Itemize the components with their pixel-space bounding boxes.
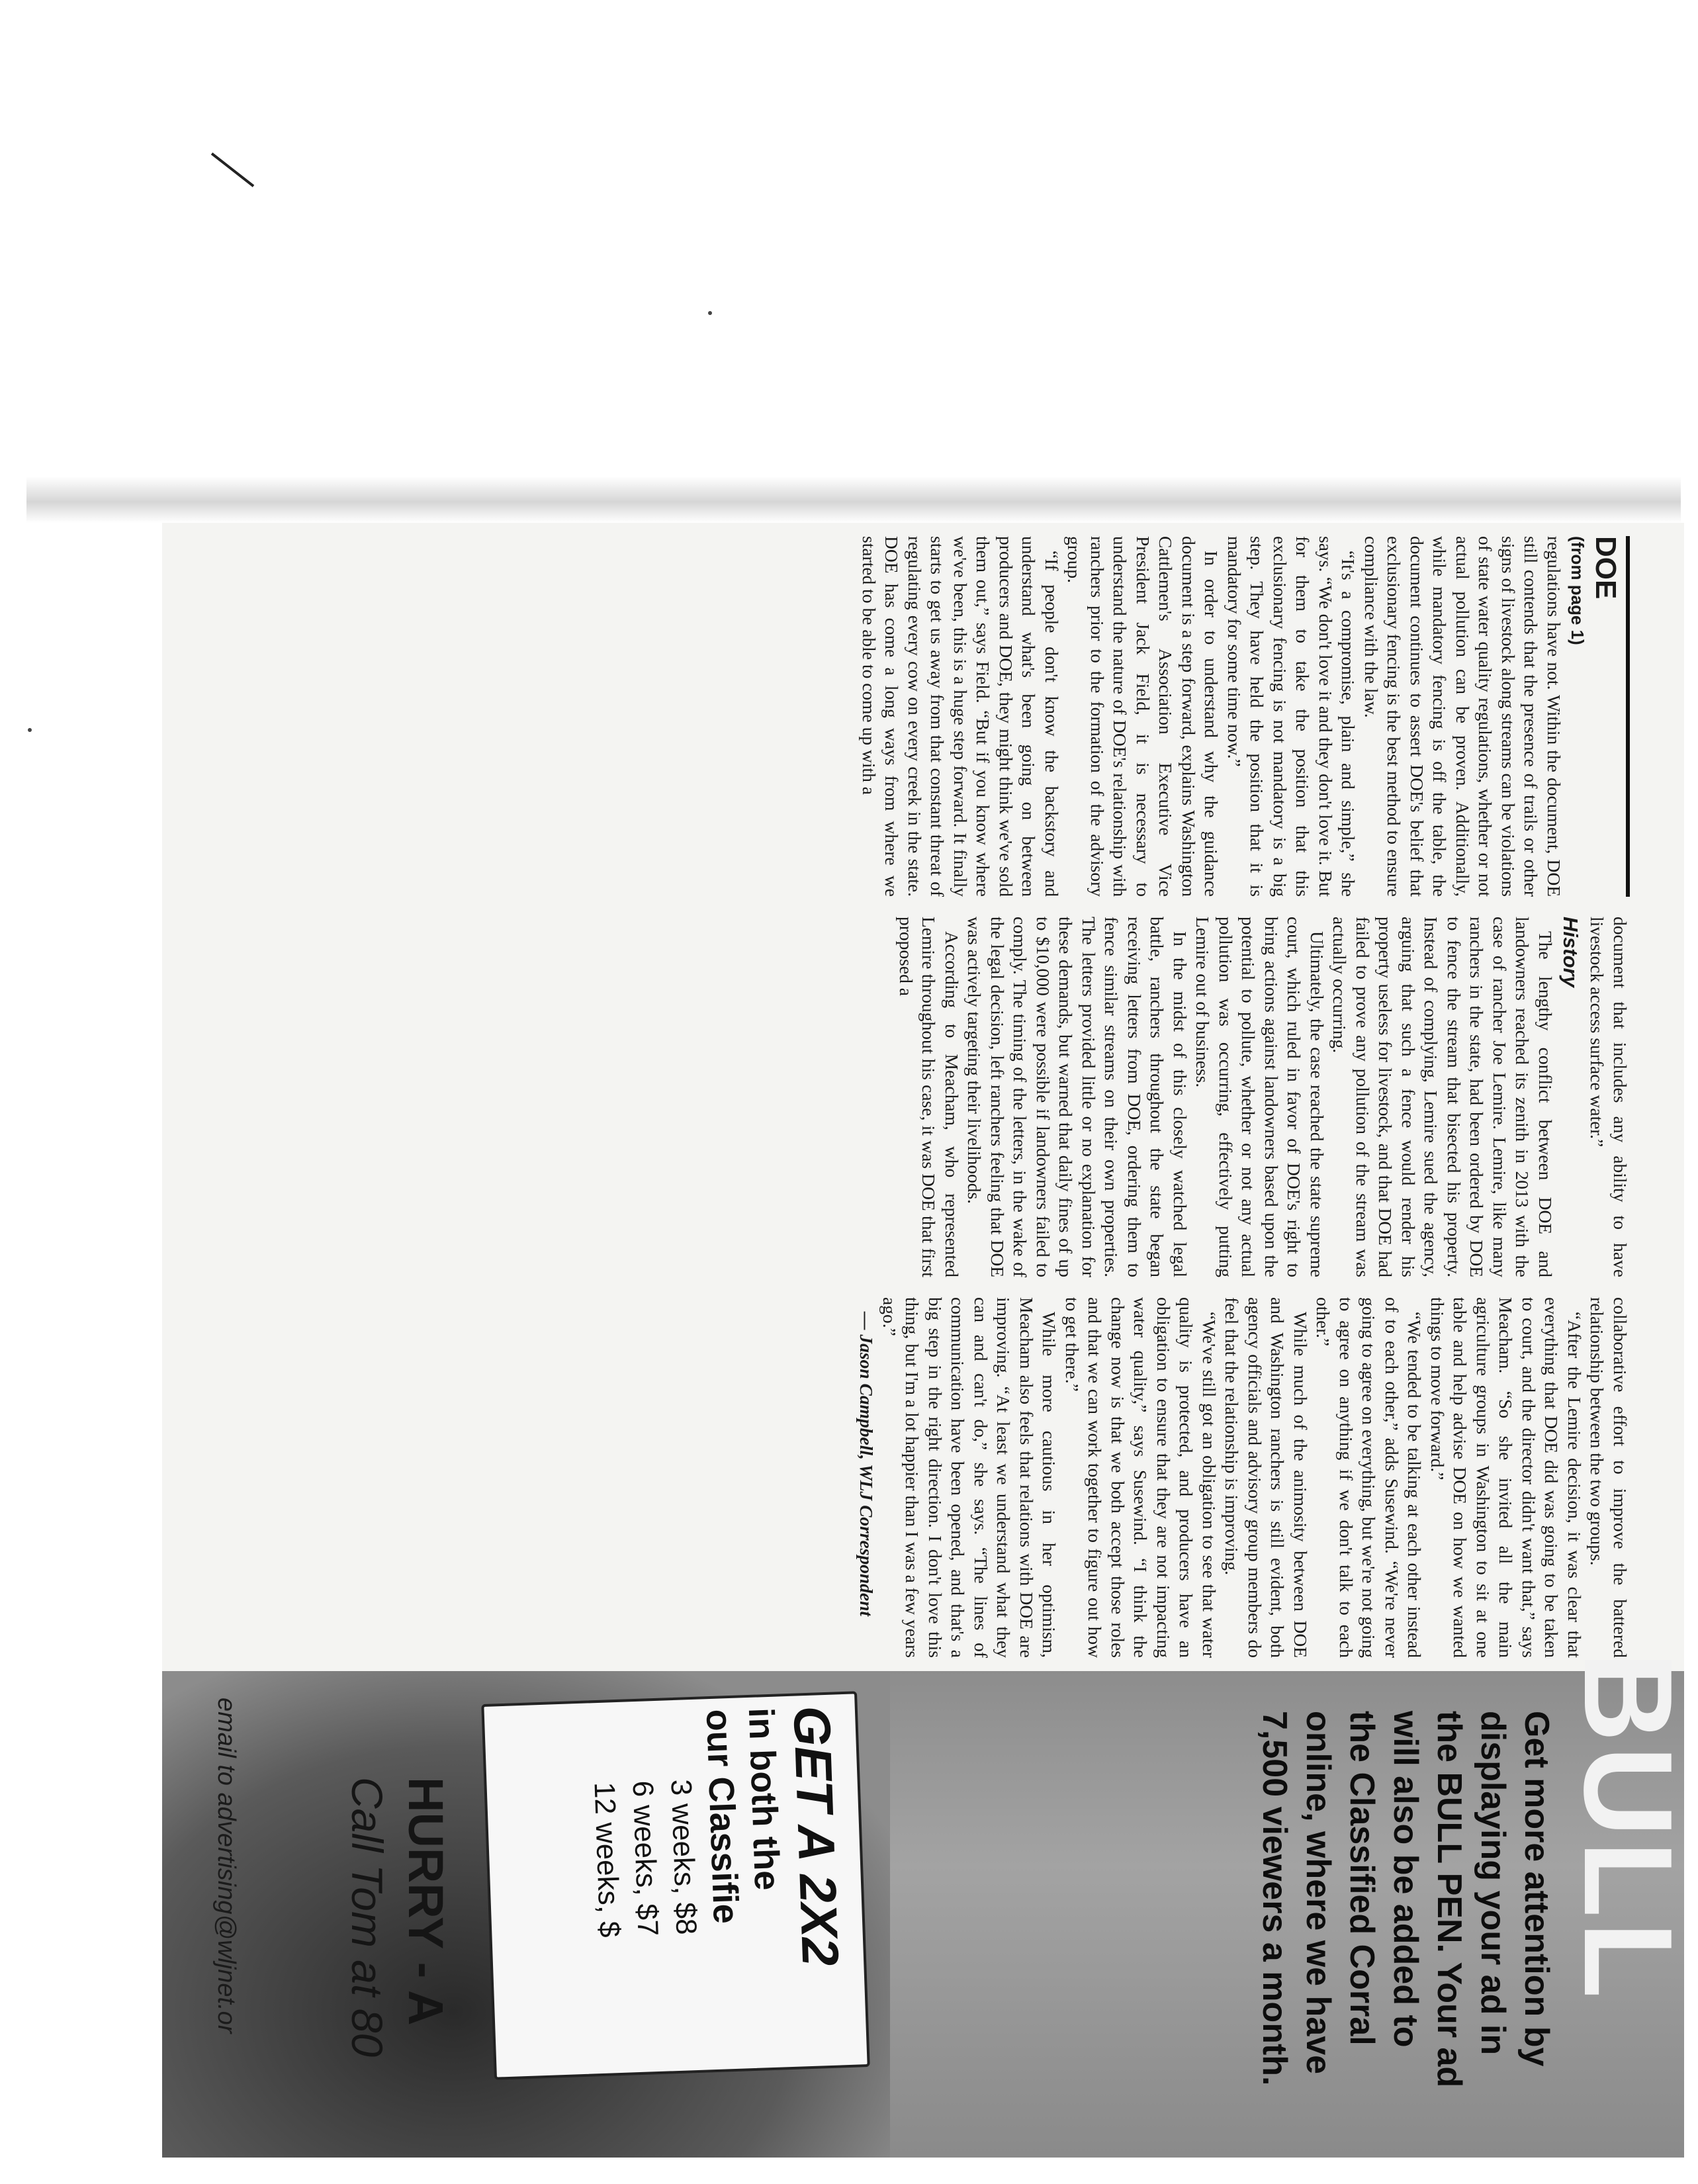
paragraph: collaborative effort to improve the battered relationship between the two groups. bbox=[1587, 1297, 1631, 1658]
offer-line: in both the bbox=[740, 1707, 787, 1891]
paragraph: “We tended to be talking at each other instead of to each other,” adds Susewind. “We're never going to agree on everything, but we're not going to agree on anything if we don't talk to each other.” bbox=[1313, 1297, 1425, 1658]
ad-offer-box bbox=[481, 1691, 870, 2079]
offer-line: our Classifie bbox=[698, 1708, 746, 1925]
article-continued-from: (from page 1) bbox=[1568, 536, 1587, 645]
article-byline: — Jason Campbell, WLJ Correspondent bbox=[856, 1312, 877, 1617]
paragraph: While more cautious in her optimism, Meacham also feels that relations with DOE are improving. “At least we understand what they can and can't do,” she says. “The lines of communication have been opened, and that's a big step in the right direction. I don't love this thing, but I'm a lot happier than I was a few years ago.” bbox=[879, 1297, 1060, 1658]
article-column-3 bbox=[175, 1297, 1631, 1658]
paragraph: Ultimately, the case reached the state supreme court, which ruled in favor of DOE's right to bring actions against landowners based upon the potential to pollute, whether or not any actual pollution was occurring, effectively putting Lemire out of business. bbox=[1192, 917, 1327, 1277]
paragraph: While much of the animosity between DOE and Washington ranchers is still evident, both agency officials and advisory group members do feel that the relationship is improving. bbox=[1222, 1297, 1311, 1658]
offer-price: 6 weeks, $7 bbox=[626, 1780, 664, 1937]
paragraph: document that includes any ability to have livestock access surface water.” bbox=[1587, 917, 1631, 1277]
paragraph: “If people don't know the backstory and understand what's been going on between producers and DOE, they might think we've sold them out,” says Field. “But if you know where we've been, this is a huge step forward. It finally starts to get us away from that constant threat of regulating every cow on every creek in the state. DOE has come a long ways from where we started to be able to come up with a bbox=[859, 536, 1062, 897]
offer-price: 3 weeks, $8 bbox=[664, 1778, 703, 1936]
ad-body-text: Get more attention by displaying your ad in the BULL PEN. Your ad will also be added to the Classified Corral online, where we have 7,500 viewers a month. bbox=[1255, 1711, 1556, 2088]
paragraph: In the midst of this closely watched legal battle, ranchers throughout the state began receiving letters from DOE, ordering them to fence similar streams on their own properties. The letters provided little or no explanation for these demands, but warned that daily fines of up to $10,000 were possible if landowners failed to comply. The timing of the letters, in the wake of the legal decision, left ranchers feeling that DOE was actively targeting their livelihoods. bbox=[964, 917, 1190, 1277]
offer-price: 12 weeks, $ bbox=[588, 1781, 626, 1938]
article-doe bbox=[175, 536, 1631, 1661]
ad-call-text: Call Tom at 80 bbox=[343, 1777, 392, 2058]
kicker-rule bbox=[1626, 536, 1630, 897]
scan-speck bbox=[708, 311, 712, 315]
paragraph: According to Meacham, who represented Lemire throughout his case, it was DOE that first proposed a bbox=[896, 917, 962, 1277]
paragraph: “After the Lemire decision, it was clear that everything that DOE did was going to be taken to court, and the director didn't want that,” says Meacham. “So she invited all the main agriculture groups in Washington to sit at one table and help advise DOE on how we wanted things to move forward.” bbox=[1427, 1297, 1585, 1658]
article-column-2 bbox=[175, 917, 1631, 1277]
scan-pen-mark bbox=[211, 152, 255, 187]
bull-pen-advertisement bbox=[162, 1651, 1698, 2158]
article-kicker: DOE bbox=[1589, 536, 1622, 600]
ad-hurry-text: HURRY - A bbox=[398, 1777, 453, 2026]
scan-speck bbox=[28, 728, 32, 732]
ad-headline: BULL bbox=[1558, 1651, 1698, 2003]
article-column-1 bbox=[175, 536, 1631, 897]
paragraph: In order to understand why the guidance document is a step forward, explains Washington Cattlemen's Association Executive Vice President Jack Field, it is necessary to understand the nature of DOE's relationship with ranchers prior to the formation of the advisory group. bbox=[1064, 536, 1222, 897]
newspaper-clipping bbox=[162, 523, 1698, 2158]
offer-title: GET A 2X2 bbox=[782, 1705, 850, 1967]
paragraph: “It's a compromise, plain and simple,” she says. “We don't love it and they don't love it. But for them to take the position that this exclusionary fencing is not mandatory is a big step. They have held the position that it is mandatory for some time now.” bbox=[1224, 536, 1359, 897]
ad-email-text: email to advertising@wljnet.or bbox=[212, 1698, 240, 2034]
paragraph: “We've still got an obligation to see that water quality is protected, and producers have an obligation to ensure that they are not impacting water quality,” says Susewind. “I think the change now is that we both accept those roles and that we can work together to figure out how to get there.” bbox=[1062, 1297, 1220, 1658]
scan-fold-shadow bbox=[26, 477, 1681, 523]
paragraph: regulations have not. Within the document, DOE still contends that the presence of trails or other signs of livestock along streams can be violations of state water quality regulations, whether or not actual pollution can be proven. Additionally, while mandatory fencing is off the table, the document continues to assert DOE's belief that exclusionary fencing is the best method to ensure compliance with the law. bbox=[1361, 536, 1564, 897]
paragraph: The lengthy conflict between DOE and landowners reached its zenith in 2013 with the case of rancher Joe Lemire. Lemire, like many ranchers in the state, had been ordered by DOE to fence the stream that bisected his property. Instead of complying, Lemire sued the agency, arguing that such a fence would render his property useless for livestock, and that DOE had failed to prove any pollution of the stream was actually occurring. bbox=[1329, 917, 1556, 1277]
subhead-history: History bbox=[1559, 917, 1582, 987]
